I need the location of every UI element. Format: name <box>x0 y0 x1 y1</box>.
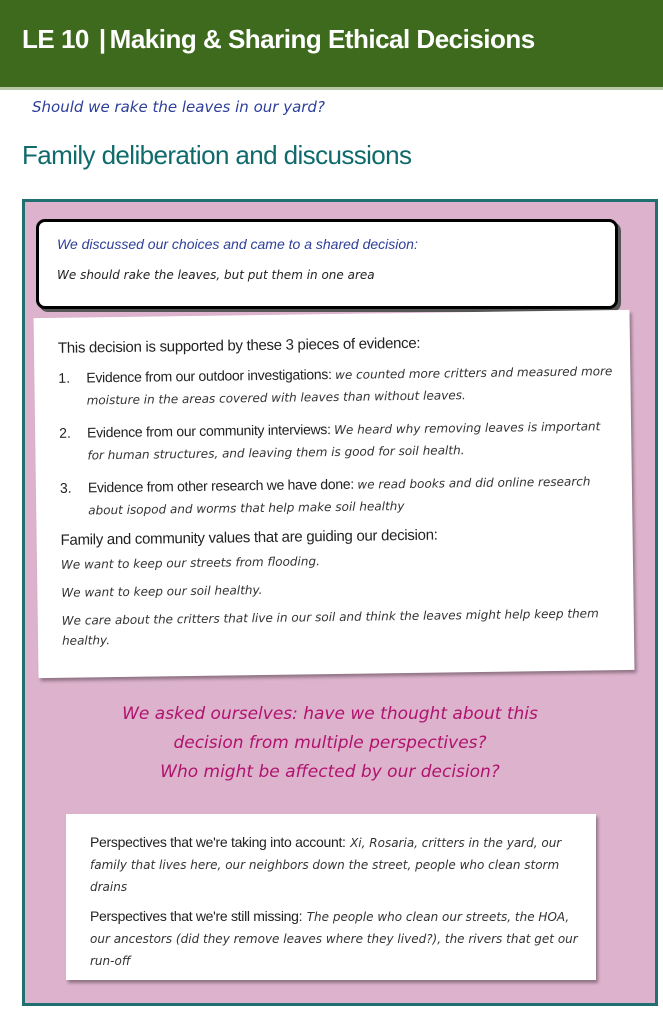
decision-heading: We discussed our choices and came to a shared decision: <box>57 236 418 252</box>
decision-text: We should rake the leaves, but put them in one area <box>57 268 375 282</box>
reflection-line: decision from multiple perspectives? <box>173 733 487 753</box>
evidence-card <box>34 310 635 678</box>
lesson-title: Making & Sharing Ethical Decisions <box>109 24 535 54</box>
perspectives-missing-label: Perspectives that we're still missing: <box>90 908 303 924</box>
evidence-heading: This decision is supported by these 3 pieces of evidence: <box>57 334 421 357</box>
evidence-item <box>58 359 615 412</box>
reflection-prompt <box>30 700 630 787</box>
evidence-item <box>59 414 616 467</box>
evidence-text: we read books and did online research about isopod and worms that help make soil healthy <box>88 474 591 518</box>
driving-question: Should we rake the leaves in our yard? <box>32 98 325 116</box>
perspectives-included-text: Xi, Rosaria, critters in the yard, our family that lives here, our neighbors down the street, people who clean storm drains <box>90 836 562 894</box>
reflection-line: Who might be affected by our decision? <box>160 762 500 782</box>
value-item: We want to keep our streets from flooding. <box>60 554 320 572</box>
evidence-number: 1. <box>58 369 71 386</box>
perspectives-included-label: Perspectives that we're taking into account: <box>90 834 346 850</box>
value-item: We want to keep our soil healthy. <box>61 583 263 600</box>
perspectives-card <box>66 814 596 980</box>
decision-box <box>36 219 618 309</box>
value-item: We care about the critters that live in our soil and think the leaves might help keep them healthy. <box>61 606 599 648</box>
page-header <box>0 0 663 87</box>
evidence-label: Evidence from other research we have done: <box>87 475 354 496</box>
perspectives-missing-text: The people who clean our streets, the HOA, our ancestors (did they remove leaves where they lived?), the rivers that get our run-off <box>90 910 578 968</box>
evidence-item <box>60 469 617 522</box>
header-divider <box>0 87 663 90</box>
evidence-label: Evidence from our community interviews: <box>87 421 331 441</box>
perspectives-missing <box>90 906 580 972</box>
header-title <box>22 24 535 55</box>
reflection-line: We asked ourselves: have we thought about this <box>122 704 538 724</box>
header-separator: | <box>98 24 106 54</box>
evidence-text: We heard why removing leaves is important for human structures, and leaving them is good for soil health. <box>87 419 601 463</box>
section-title: Family deliberation and discussions <box>22 140 412 170</box>
evidence-number: 3. <box>59 479 72 496</box>
values-heading: Family and community values that are guiding our decision: <box>60 526 438 549</box>
evidence-label: Evidence from our outdoor investigations: <box>86 366 332 386</box>
evidence-number: 2. <box>59 424 71 441</box>
evidence-text: we counted more critters and measured more moisture in the areas covered with leaves than without leaves. <box>86 364 613 408</box>
perspectives-included <box>90 832 580 898</box>
lesson-number: LE 10 <box>22 24 89 54</box>
